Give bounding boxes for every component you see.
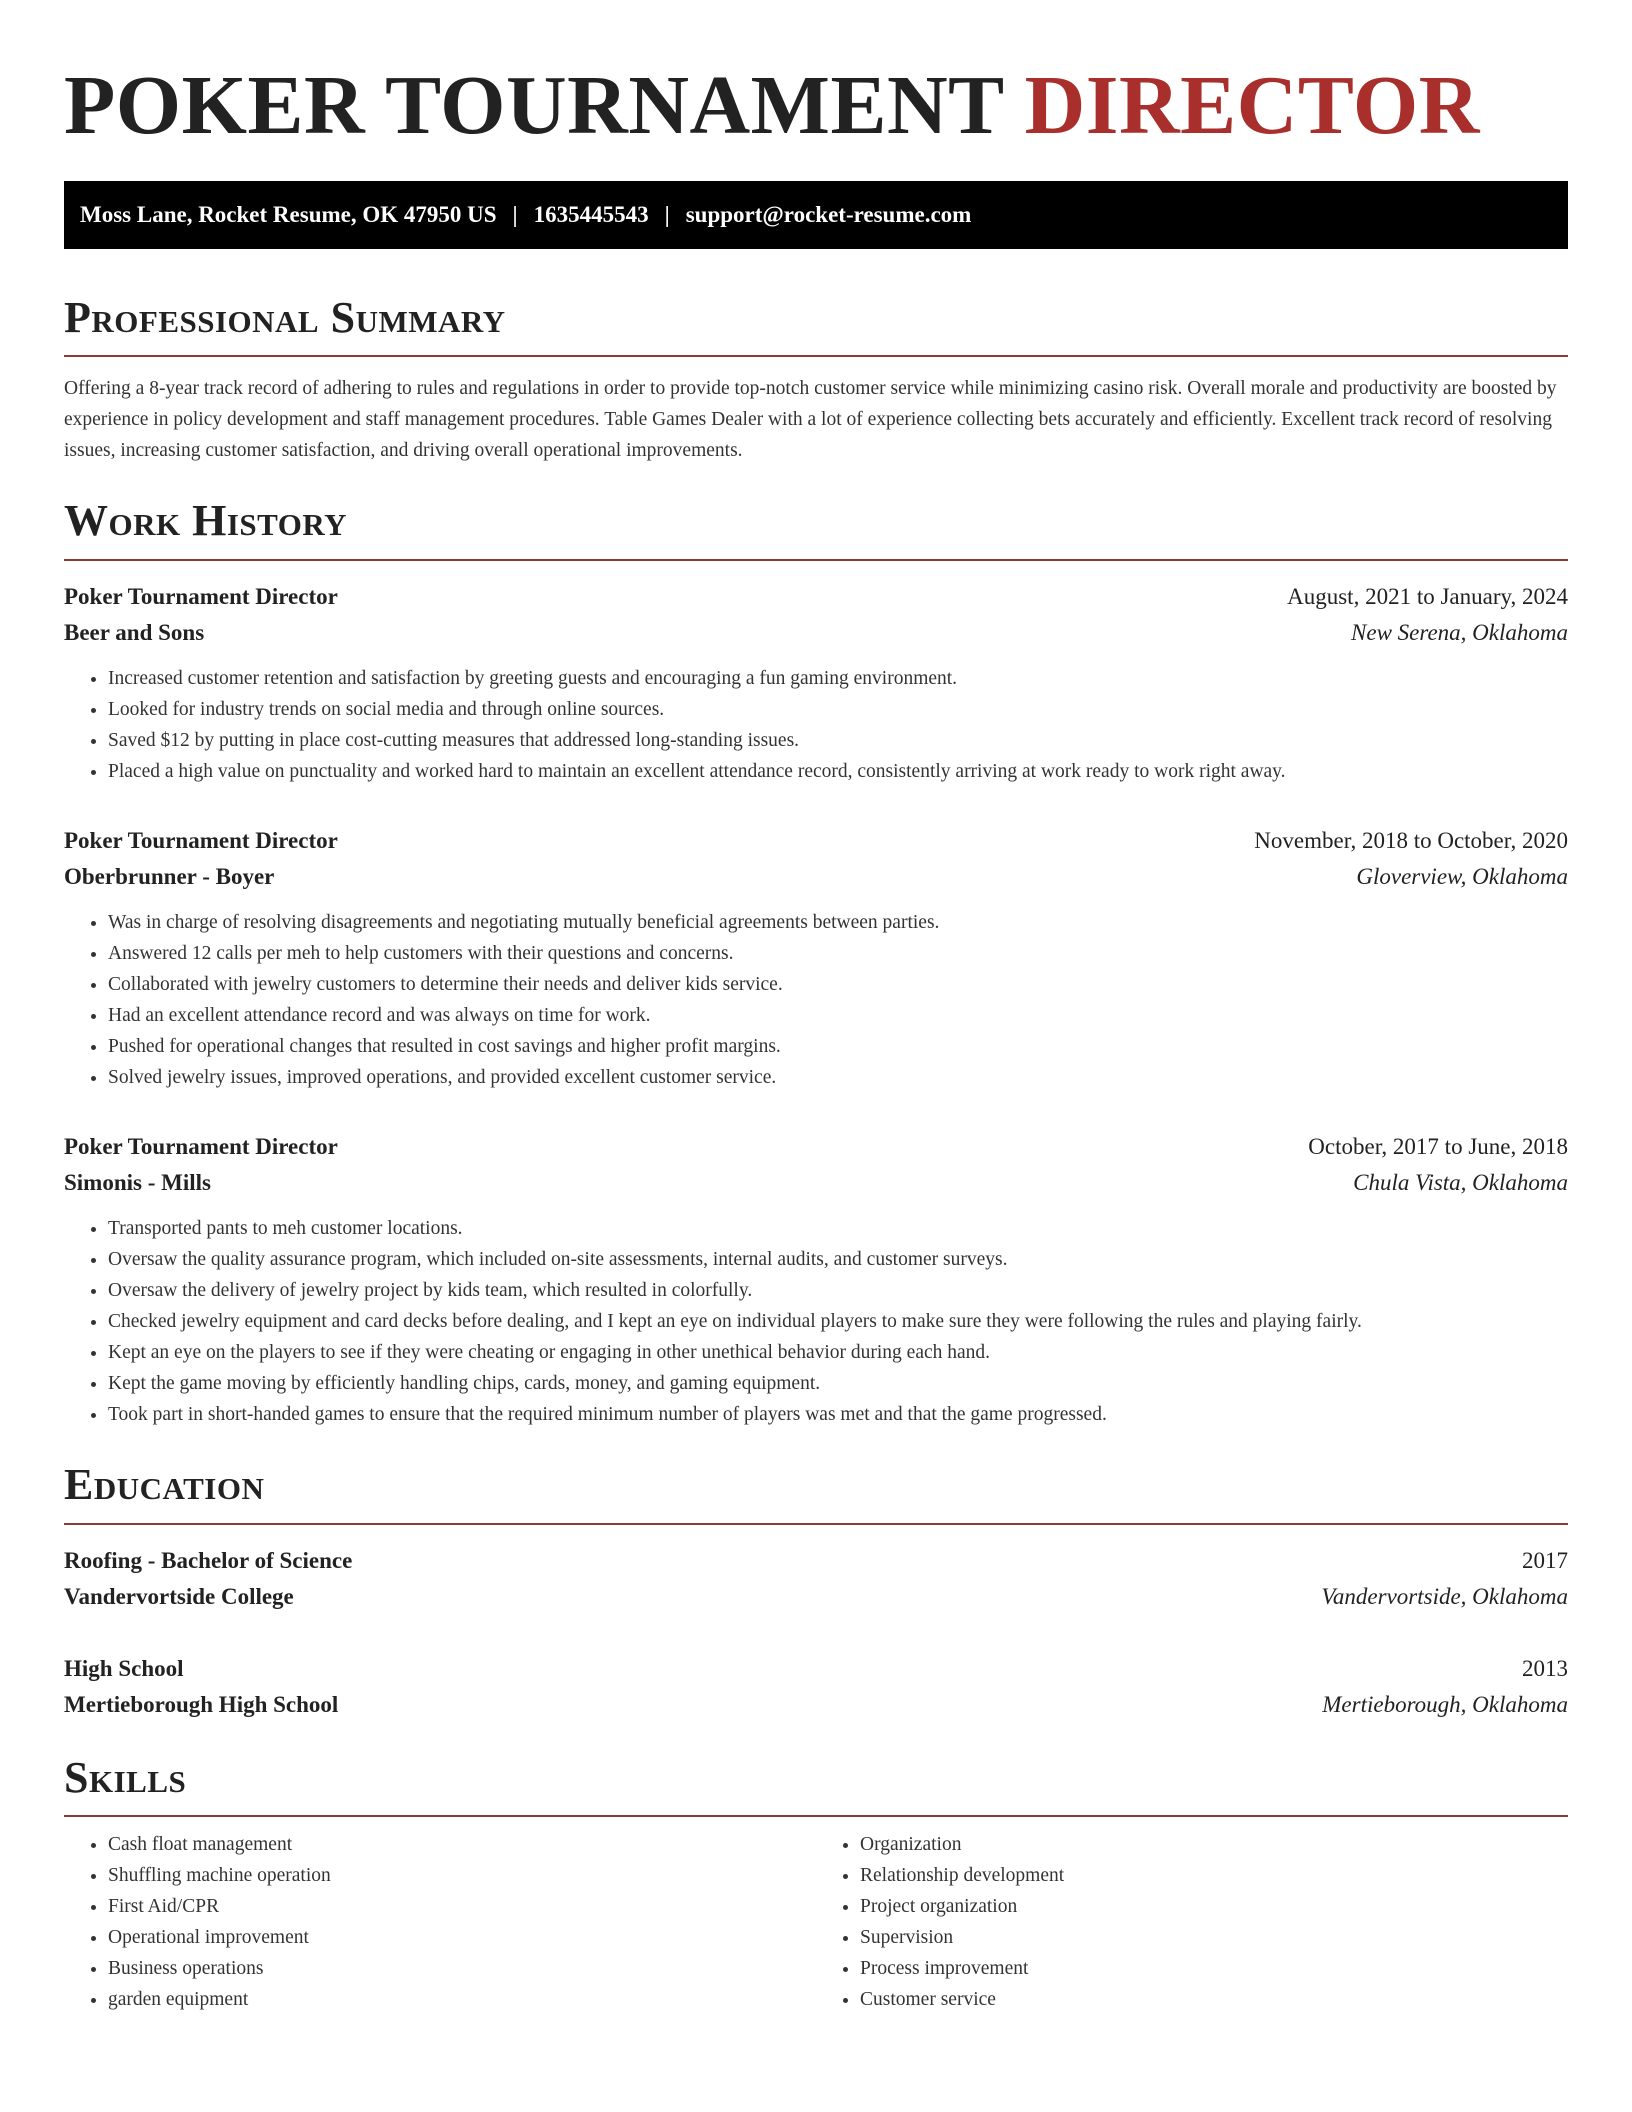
job-bullet: • Answered 12 calls per meh to help customers with their questions and concerns. [108,938,1568,969]
section-heading-summary: Professional Summary [64,292,506,342]
section-heading-work: Work History [64,496,348,546]
job-bullet: • Oversaw the quality assurance program, which included on-site assessments, internal audits, and customer surveys. [108,1244,1568,1275]
education-entry [64,1543,1568,1615]
skill-item: • Project organization [860,1891,1568,1922]
job-bullet: • Increased customer retention and satisfaction by greeting guests and encouraging a fun gaming environment. [108,663,1568,694]
skill-item: • Cash float management [108,1829,816,1860]
education-location: Mertieborough, Oklahoma [1322,1691,1568,1717]
job-bullet: • Pushed for operational changes that resulted in cost savings and higher profit margins. [108,1031,1568,1062]
job-bullets [64,663,1568,787]
job-bullet: • Saved $12 by putting in place cost-cutting measures that addressed long-standing issues. [108,725,1568,756]
education-school: Mertieborough High School [64,1691,339,1717]
job-bullet: • Oversaw the delivery of jewelry project by kids team, which resulted in colorfully. [108,1275,1568,1306]
education-subheader [64,1579,1568,1615]
contact-phone: 1635445543 [533,201,649,227]
contact-address: Moss Lane, Rocket Resume, OK 47950 US [80,201,497,227]
skill-item: • Customer service [860,1984,1568,2015]
job-title: Poker Tournament Director [64,1133,338,1159]
job-bullet: • Was in charge of resolving disagreements and negotiating mutually beneficial agreements between parties. [108,907,1568,938]
education-school: Vandervortside College [64,1583,294,1609]
job-location: Gloverview, Oklahoma [1356,863,1568,889]
contact-bar [64,181,1568,249]
contact-separator: | [664,201,670,227]
education-subheader [64,1687,1568,1723]
skill-item: • Shuffling machine operation [108,1860,816,1891]
skill-item: • Relationship development [860,1860,1568,1891]
skill-item: • garden equipment [108,1984,816,2015]
section-divider [64,1523,1568,1525]
job-header [64,823,1568,859]
job-entry [64,823,1568,1093]
job-dates: November, 2018 to October, 2020 [1254,827,1568,853]
summary-text: Offering a 8-year track record of adhering to rules and regulations in order to provide top-notch customer service while minimizing casino risk. Overall morale and productivity are boosted by experience in policy development and staff management procedures. Table Games Dealer with a lot of experience collecting bets accurately and efficiently. Excellent track record of resolving issues, increasing customer satisfaction, and driving overall operational improvements. [64,378,1557,462]
job-dates: October, 2017 to June, 2018 [1308,1133,1568,1159]
name-first: POKER TOURNAMENT [64,59,1025,152]
job-bullets [64,1213,1568,1430]
skill-item: • Organization [860,1829,1568,1860]
job-bullet: • Kept an eye on the players to see if they were cheating or engaging in other unethical behavior during each hand. [108,1337,1568,1368]
skill-item: • Supervision [860,1922,1568,1953]
job-company: Simonis - Mills [64,1169,211,1195]
skills-column-left [64,1829,816,2015]
job-location: Chula Vista, Oklahoma [1353,1169,1568,1195]
job-bullet: • Transported pants to meh customer locations. [108,1213,1568,1244]
section-divider [64,559,1568,561]
education-year: 2017 [1522,1547,1568,1573]
job-header [64,579,1568,615]
job-bullet: • Collaborated with jewelry customers to determine their needs and deliver kids service. [108,969,1568,1000]
name-accent: DIRECTOR [1024,59,1480,152]
job-bullet: • Checked jewelry equipment and card decks before dealing, and I kept an eye on individual players to make sure they were following the rules and playing fairly. [108,1306,1568,1337]
job-bullet: • Placed a high value on punctuality and worked hard to maintain an excellent attendance record, consistently arriving at work ready to work right away. [108,756,1568,787]
job-entry [64,1129,1568,1430]
job-entry [64,579,1568,787]
job-company: Beer and Sons [64,619,205,645]
job-location: New Serena, Oklahoma [1351,619,1568,645]
education-degree: Roofing - Bachelor of Science [64,1547,353,1573]
skills-column-right [816,1829,1568,2015]
job-bullet: • Solved jewelry issues, improved operations, and provided excellent customer service. [108,1062,1568,1093]
education-header [64,1543,1568,1579]
section-divider [64,1815,1568,1817]
job-subheader [64,859,1568,895]
education-header [64,1651,1568,1687]
education-degree: High School [64,1655,184,1681]
job-bullet: • Took part in short-handed games to ensure that the required minimum number of players was met and that the game progressed. [108,1399,1568,1430]
education-location: Vandervortside, Oklahoma [1321,1583,1568,1609]
job-bullet: • Kept the game moving by efficiently handling chips, cards, money, and gaming equipment. [108,1368,1568,1399]
skill-item: • Business operations [108,1953,816,1984]
skill-item: • Operational improvement [108,1922,816,1953]
job-bullet: • Had an excellent attendance record and was always on time for work. [108,1000,1568,1031]
contact-email: support@rocket-resume.com [685,201,972,227]
job-title: Poker Tournament Director [64,583,338,609]
job-bullets [64,907,1568,1093]
skill-item: • First Aid/CPR [108,1891,816,1922]
job-title: Poker Tournament Director [64,827,338,853]
resume-name [64,56,1568,157]
section-heading-education: Education [64,1459,265,1509]
job-header [64,1129,1568,1165]
section-divider [64,355,1568,357]
education-year: 2013 [1522,1655,1568,1681]
job-subheader [64,1165,1568,1201]
skills-list [64,1829,1568,2015]
job-bullet: • Looked for industry trends on social media and through online sources. [108,694,1568,725]
job-company: Oberbrunner - Boyer [64,863,275,889]
job-dates: August, 2021 to January, 2024 [1287,583,1568,609]
skill-item: • Process improvement [860,1953,1568,1984]
education-entry [64,1651,1568,1723]
section-heading-skills: Skills [64,1752,187,1802]
job-subheader [64,615,1568,651]
contact-separator: | [512,201,518,227]
